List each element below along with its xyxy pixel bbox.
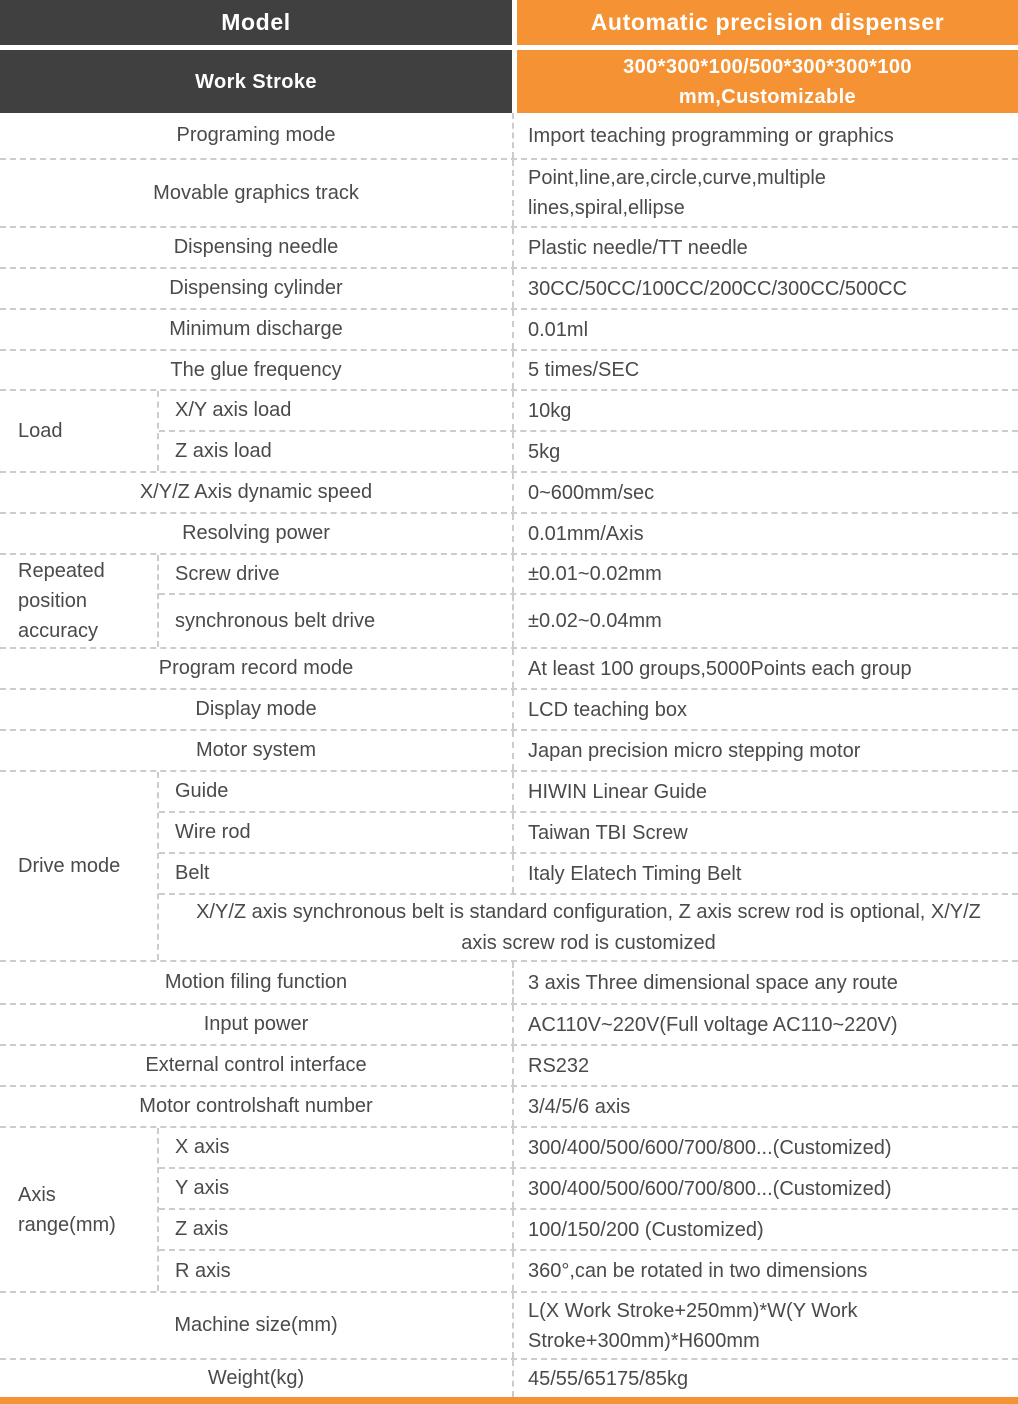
- programing-mode-value: Import teaching programming or graphics: [528, 124, 894, 147]
- work-stroke-value-cell: 300*300*100/500*300*300*100 mm,Customizable: [517, 50, 1018, 113]
- z-axis-load-value: 5kg: [528, 440, 561, 463]
- row-program-record-mode: [0, 649, 1018, 690]
- display-mode-label: Display mode: [0, 690, 514, 729]
- motor-controlshaft-number-value: 3/4/5/6 axis: [528, 1095, 631, 1118]
- dispensing-needle-value: Plastic needle/TT needle: [528, 236, 748, 259]
- row-external-control-interface: [0, 1046, 1018, 1087]
- minimum-discharge-label: Minimum discharge: [0, 310, 514, 349]
- r-axis-value: 360°,can be rotated in two dimensions: [528, 1260, 868, 1282]
- row-z-axis: [159, 1210, 1018, 1251]
- axis-range-group-label: Axis range(mm): [0, 1128, 159, 1291]
- glue-frequency-label: The glue frequency: [0, 351, 514, 389]
- row-screw-drive: [159, 555, 1018, 595]
- weight-label: Weight(kg): [0, 1360, 514, 1397]
- model-label-cell: Model: [0, 0, 512, 45]
- row-wire-rod: [159, 813, 1018, 854]
- external-control-interface-value: RS232: [528, 1054, 590, 1077]
- dynamic-speed-value: 0~600mm/sec: [528, 481, 655, 504]
- wire-rod-label: Wire rod: [159, 813, 514, 852]
- r-axis-label: R axis: [159, 1251, 514, 1291]
- work-stroke-label-cell: Work Stroke: [0, 50, 512, 113]
- repeated-position-accuracy-rows: [159, 555, 1018, 647]
- program-record-mode-value: At least 100 groups,5000Points each group: [528, 657, 912, 680]
- row-dispensing-needle: [0, 228, 1018, 269]
- bottom-accent-bar: [0, 1397, 1018, 1404]
- row-x-axis: [159, 1128, 1018, 1169]
- spec-table: [0, 113, 1018, 1397]
- group-axis-range: [0, 1128, 1018, 1293]
- z-axis-label: Z axis: [159, 1210, 514, 1249]
- minimum-discharge-value: 0.01ml: [528, 318, 589, 341]
- input-power-label: Input power: [0, 1005, 514, 1044]
- row-xy-axis-load: [159, 391, 1018, 432]
- row-machine-size: [0, 1293, 1018, 1360]
- dynamic-speed-label: X/Y/Z Axis dynamic speed: [0, 473, 514, 512]
- row-motor-system: [0, 731, 1018, 772]
- model-value-cell: Automatic precision dispenser: [517, 0, 1018, 45]
- motor-controlshaft-number-label: Motor controlshaft number: [0, 1087, 514, 1126]
- screw-drive-label: Screw drive: [159, 555, 514, 593]
- group-repeated-position-accuracy: [0, 555, 1018, 649]
- motor-system-label: Motor system: [0, 731, 514, 770]
- input-power-value: AC110V~220V(Full voltage AC110~220V): [528, 1013, 898, 1036]
- weight-value: 45/55/65175/85kg: [528, 1367, 689, 1390]
- load-group-rows: [159, 391, 1018, 471]
- repeated-position-accuracy-group-label: Repeated position accuracy: [0, 555, 159, 647]
- display-mode-value: LCD teaching box: [528, 698, 687, 721]
- synchronous-belt-drive-value: ±0.02~0.04mm: [528, 610, 662, 632]
- header-row-model: [0, 0, 1018, 45]
- row-input-power: [0, 1005, 1018, 1046]
- resolving-power-value: 0.01mm/Axis: [528, 522, 644, 545]
- row-dispensing-cylinder: [0, 269, 1018, 310]
- row-resolving-power: [0, 514, 1018, 555]
- dispensing-cylinder-value: 30CC/50CC/100CC/200CC/300CC/500CC: [528, 277, 908, 300]
- row-motor-controlshaft-number: [0, 1087, 1018, 1128]
- guide-label: Guide: [159, 772, 514, 811]
- row-belt: [159, 854, 1018, 895]
- external-control-interface-label: External control interface: [0, 1046, 514, 1085]
- movable-graphics-track-value: Point,line,are,circle,curve,multiple lines,spiral,ellipse: [528, 167, 826, 219]
- row-guide: [159, 772, 1018, 813]
- programing-mode-label: Programing mode: [0, 113, 514, 158]
- row-glue-frequency: [0, 351, 1018, 391]
- row-dynamic-speed: [0, 473, 1018, 514]
- synchronous-belt-drive-label: synchronous belt drive: [159, 595, 514, 647]
- belt-value: Italy Elatech Timing Belt: [528, 862, 742, 885]
- dispensing-needle-label: Dispensing needle: [0, 228, 514, 267]
- row-weight: [0, 1360, 1018, 1397]
- y-axis-label: Y axis: [159, 1169, 514, 1208]
- motor-system-value: Japan precision micro stepping motor: [528, 739, 861, 762]
- guide-value: HIWIN Linear Guide: [528, 780, 707, 803]
- machine-size-value: L(X Work Stroke+250mm)*W(Y Work Stroke+300mm)*H600mm: [528, 1299, 858, 1352]
- wire-rod-value: Taiwan TBI Screw: [528, 821, 688, 844]
- row-programing-mode: [0, 113, 1018, 160]
- machine-size-label: Machine size(mm): [0, 1293, 514, 1358]
- drive-mode-group-label: Drive mode: [0, 772, 159, 960]
- dispensing-cylinder-label: Dispensing cylinder: [0, 269, 514, 308]
- z-axis-value: 100/150/200 (Customized): [528, 1218, 764, 1241]
- y-axis-value: 300/400/500/600/700/800...(Customized): [528, 1177, 892, 1200]
- screw-drive-value: ±0.01~0.02mm: [528, 563, 662, 585]
- group-load: [0, 391, 1018, 473]
- drive-mode-rows: [159, 772, 1018, 960]
- belt-label: Belt: [159, 854, 514, 893]
- resolving-power-label: Resolving power: [0, 514, 514, 553]
- axis-range-rows: [159, 1128, 1018, 1291]
- row-y-axis: [159, 1169, 1018, 1210]
- load-group-label: Load: [0, 391, 159, 471]
- z-axis-load-label: Z axis load: [159, 432, 514, 471]
- glue-frequency-value: 5 times/SEC: [528, 359, 640, 381]
- motion-filing-function-label: Motion filing function: [0, 962, 514, 1003]
- motion-filing-function-value: 3 axis Three dimensional space any route: [528, 971, 898, 994]
- header-row-work-stroke: [0, 50, 1018, 113]
- row-z-axis-load: [159, 432, 1018, 471]
- drive-mode-note: X/Y/Z axis synchronous belt is standard configuration, Z axis screw rod is optional, X/Y/Z axis screw rod is customized: [196, 900, 981, 954]
- row-motion-filing-function: [0, 962, 1018, 1005]
- row-movable-graphics-track: [0, 160, 1018, 228]
- x-axis-value: 300/400/500/600/700/800...(Customized): [528, 1136, 892, 1159]
- group-drive-mode: [0, 772, 1018, 962]
- row-minimum-discharge: [0, 310, 1018, 351]
- xy-axis-load-label: X/Y axis load: [159, 391, 514, 430]
- program-record-mode-label: Program record mode: [0, 649, 514, 688]
- xy-axis-load-value: 10kg: [528, 399, 572, 422]
- x-axis-label: X axis: [159, 1128, 514, 1167]
- row-synchronous-belt-drive: [159, 595, 1018, 647]
- row-r-axis: [159, 1251, 1018, 1291]
- movable-graphics-track-label: Movable graphics track: [0, 160, 514, 226]
- row-display-mode: [0, 690, 1018, 731]
